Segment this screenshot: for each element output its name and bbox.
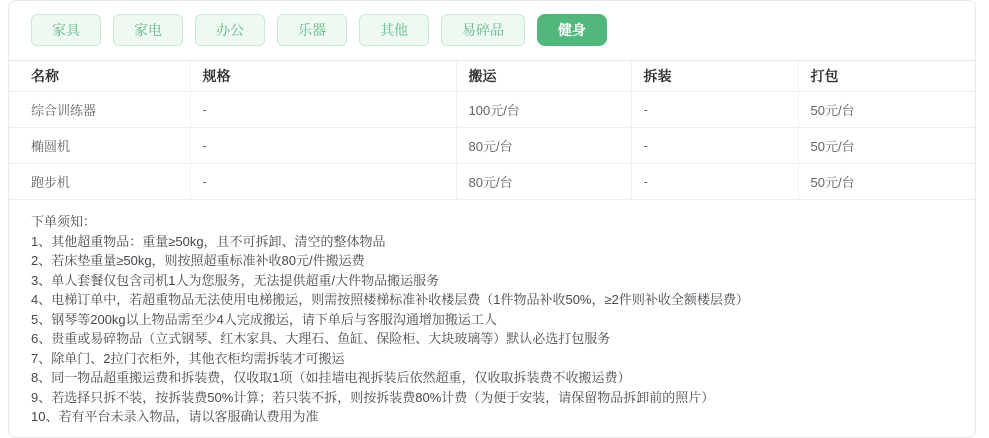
order-note-item: 10、若有平台未录入物品，请以客服确认费用为准: [31, 409, 319, 424]
cell-moving: 80元/台: [456, 128, 631, 164]
tab-fragile[interactable]: 易碎品: [441, 14, 525, 46]
cell-spec: -: [190, 92, 456, 128]
category-tabs: [9, 1, 975, 46]
tab-appliances[interactable]: 家电: [113, 14, 183, 46]
pricing-panel: [8, 0, 976, 438]
column-header-name: 名称: [9, 61, 190, 92]
column-header-spec: 规格: [190, 61, 456, 92]
tab-furniture[interactable]: 家具: [31, 14, 101, 46]
order-note-item: 2、若床垫重量≥50kg，则按照超重标准补收80元/件搬运费: [31, 253, 365, 268]
cell-moving: 100元/台: [456, 92, 631, 128]
table-row: [9, 164, 975, 200]
cell-packing: 50元/台: [798, 128, 975, 164]
tab-office[interactable]: 办公: [195, 14, 265, 46]
cell-packing: 50元/台: [798, 92, 975, 128]
cell-spec: -: [190, 128, 456, 164]
order-note-item: 9、若选择只拆不装，按拆装费50%计算；若只装不拆，则按拆装费80%计费（为便于安装，请保留物品拆卸前的照片）: [31, 389, 715, 405]
table-row: [9, 92, 975, 128]
cell-spec: -: [190, 164, 456, 200]
column-header-disassembly: 拆装: [631, 61, 798, 92]
cell-name: 椭圆机: [9, 128, 190, 164]
tab-instruments[interactable]: 乐器: [277, 14, 347, 46]
cell-disassembly: -: [631, 128, 798, 164]
column-header-packing: 打包: [798, 61, 975, 92]
table-header-row: [9, 61, 975, 92]
order-note-item: 3、单人套餐仅包含司机1人为您服务，无法提供超重/大件物品搬运服务: [31, 272, 440, 288]
cell-disassembly: -: [631, 164, 798, 200]
cell-packing: 50元/台: [798, 164, 975, 200]
table-row: [9, 128, 975, 164]
order-note-item: 7、除单门、2拉门衣柜外，其他衣柜均需拆装才可搬运: [31, 350, 345, 366]
cell-moving: 80元/台: [456, 164, 631, 200]
order-note-item: 5、钢琴等200kg以上物品需至少4人完成搬运，请下单后与客服沟通增加搬运工人: [31, 311, 497, 327]
order-note-item: 4、电梯订单中，若超重物品无法使用电梯搬运，则需按照楼梯标准补收楼层费（1件物品补收50%，≥2件则补收全额楼层费）: [31, 292, 749, 307]
order-notes: [9, 200, 975, 437]
order-note-item: 8、同一物品超重搬运费和拆装费，仅收取1项（如挂墙电视拆装后依然超重，仅收取拆装费不收搬运费）: [31, 370, 631, 385]
tab-fitness[interactable]: 健身: [537, 14, 607, 46]
cell-name: 跑步机: [9, 164, 190, 200]
order-notes-title: 下单须知：: [31, 214, 97, 229]
cell-name: 综合训练器: [9, 92, 190, 128]
column-header-moving: 搬运: [456, 61, 631, 92]
tab-others[interactable]: 其他: [359, 14, 429, 46]
price-table: [9, 60, 975, 200]
order-note-item: 1、其他超重物品：重量≥50kg，且不可拆卸、清空的整体物品: [31, 233, 386, 249]
order-note-item: 6、贵重或易碎物品（立式钢琴、红木家具、大理石、鱼缸、保险柜、大块玻璃等）默认必选打包服务: [31, 331, 611, 346]
cell-disassembly: -: [631, 92, 798, 128]
